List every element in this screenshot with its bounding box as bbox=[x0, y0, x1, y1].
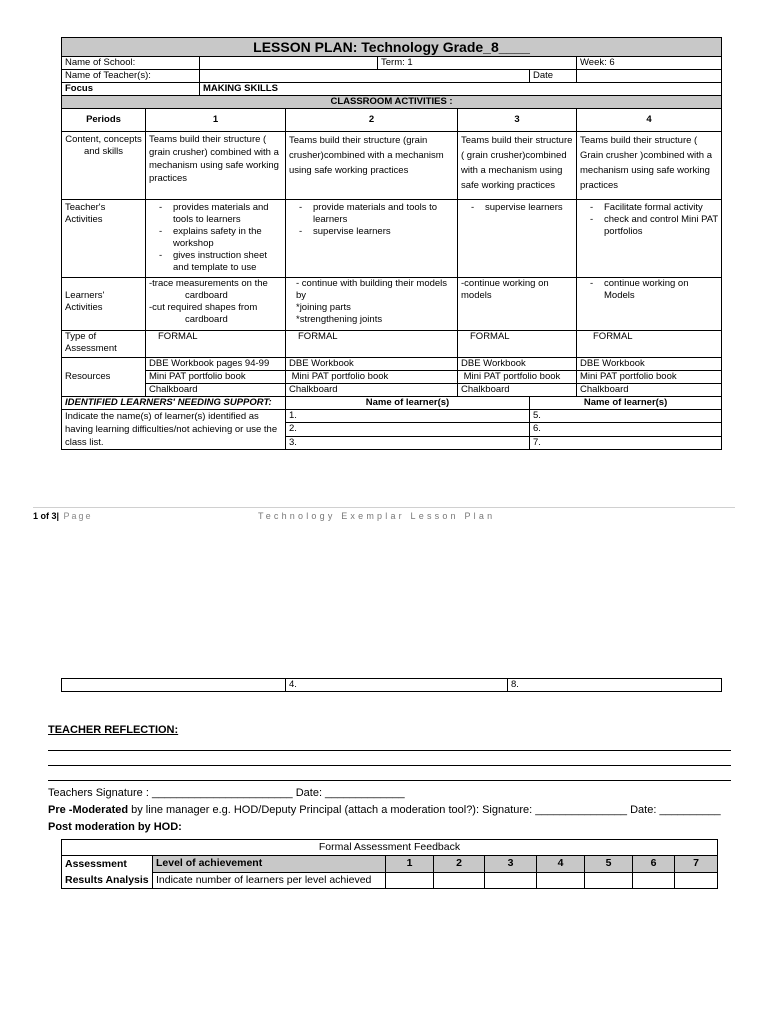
learner-field-4[interactable]: 4. bbox=[286, 679, 508, 692]
resource-workbook-3: DBE Workbook bbox=[458, 358, 577, 371]
level-7: 7 bbox=[675, 856, 718, 873]
list-item: - Facilitate formal activity bbox=[604, 202, 718, 214]
learner-activities-period-3 bbox=[458, 278, 577, 331]
list-item: *strengthening joints bbox=[296, 314, 383, 325]
formal-assessment-feedback-table bbox=[61, 839, 718, 889]
support-label: IDENTIFIED LEARNERS' NEEDING SUPPORT: bbox=[62, 397, 286, 410]
level-instruction: Indicate number of learners per level achieved bbox=[153, 872, 386, 889]
list-item: - check and control Mini PAT portfolios bbox=[604, 214, 718, 238]
learner-name-header-left: Name of learner(s) bbox=[286, 397, 530, 410]
post-moderation-label: Post moderation by HOD: bbox=[48, 821, 182, 833]
teacher-signature-line[interactable]: Teachers Signature : _______________________ Date: _____________ bbox=[48, 787, 405, 799]
lesson-plan-title: LESSON PLAN: Technology Grade_8____ bbox=[62, 38, 722, 57]
learner-field-2[interactable]: 2. bbox=[286, 423, 530, 436]
support-instruction: Indicate the name(s) of learner(s) identified as having learning difficulties/not achieving or use the class list. bbox=[62, 410, 286, 450]
list-item: - supervise learners bbox=[313, 226, 454, 238]
reflection-line[interactable] bbox=[48, 765, 731, 766]
level-2-count-field[interactable] bbox=[434, 872, 485, 889]
resource-workbook-2: DBE Workbook bbox=[286, 358, 458, 371]
assessment-type-period-3: FORMAL bbox=[458, 331, 577, 358]
level-3-count-field[interactable] bbox=[485, 872, 537, 889]
page-count: 1 of 3| bbox=[33, 511, 60, 521]
level-of-achievement-label: Level of achievement bbox=[153, 856, 386, 873]
week-label: Week: 6 bbox=[577, 57, 722, 70]
learner-field-6[interactable]: 6. bbox=[530, 423, 722, 436]
resource-board-4: Chalkboard bbox=[577, 384, 722, 397]
learner-activities-period-2 bbox=[286, 278, 458, 331]
level-5: 5 bbox=[585, 856, 633, 873]
resource-portfolio-3: Mini PAT portfolio book bbox=[458, 371, 577, 384]
list-item: - explains safety in the workshop bbox=[173, 226, 282, 250]
list-item: - provide materials and tools to learners bbox=[313, 202, 454, 226]
term-label: Term: 1 bbox=[378, 57, 577, 70]
teacher-field[interactable] bbox=[200, 70, 530, 83]
pre-moderated-label: Pre -Moderated bbox=[48, 804, 129, 816]
teacher-activities-period-2 bbox=[286, 200, 458, 278]
results-analysis-label: Results Analysis bbox=[65, 874, 149, 886]
level-1: 1 bbox=[386, 856, 434, 873]
continuation-instruction-cell bbox=[62, 679, 286, 692]
resource-board-1: Chalkboard bbox=[146, 384, 286, 397]
learner-field-3[interactable]: 3. bbox=[286, 436, 530, 449]
teacher-activities-period-3 bbox=[458, 200, 577, 278]
resource-portfolio-2: Mini PAT portfolio book bbox=[286, 371, 458, 384]
list-item: - supervise learners bbox=[485, 202, 573, 214]
pre-moderated-text: by line manager e.g. HOD/Deputy Principal (attach a moderation tool?): Signature: _______________ Date: __________ bbox=[128, 804, 721, 816]
resource-portfolio-4: Mini PAT portfolio book bbox=[577, 371, 722, 384]
learner-continuation-table bbox=[61, 678, 722, 692]
list-item: - continue with building their models by bbox=[296, 278, 448, 301]
resource-board-3: Chalkboard bbox=[458, 384, 577, 397]
focus-label: Focus bbox=[62, 83, 200, 96]
resources-label: Resources bbox=[62, 358, 146, 397]
period-4: 4 bbox=[577, 109, 722, 132]
level-3: 3 bbox=[485, 856, 537, 873]
content-period-2: Teams build their structure (grain crusher)combined with a mechanism using safe working practices bbox=[286, 132, 458, 200]
content-label: Content, concepts and skills bbox=[62, 132, 146, 200]
level-6-count-field[interactable] bbox=[633, 872, 675, 889]
level-4-count-field[interactable] bbox=[537, 872, 585, 889]
resource-workbook-1: DBE Workbook pages 94-99 bbox=[146, 358, 286, 371]
list-item: cardboard bbox=[185, 314, 228, 325]
school-label: Name of School: bbox=[62, 57, 200, 70]
list-item: - provides materials and tools to learners bbox=[173, 202, 282, 226]
reflection-line[interactable] bbox=[48, 780, 731, 781]
resource-workbook-4: DBE Workbook bbox=[577, 358, 722, 371]
resource-board-2: Chalkboard bbox=[286, 384, 458, 397]
learner-activities-period-4 bbox=[577, 278, 722, 331]
periods-label: Periods bbox=[62, 109, 146, 132]
reflection-line[interactable] bbox=[48, 750, 731, 751]
list-item: -continue working on models bbox=[461, 278, 549, 301]
period-2: 2 bbox=[286, 109, 458, 132]
footer-doc-title: Technology Exemplar Lesson Plan bbox=[258, 511, 496, 521]
level-6: 6 bbox=[633, 856, 675, 873]
date-label: Date bbox=[530, 70, 577, 83]
level-7-count-field[interactable] bbox=[675, 872, 718, 889]
learner-field-5[interactable]: 5. bbox=[530, 410, 722, 423]
content-period-3: Teams build their structure ( grain crusher)combined with a mechanism using safe working practices bbox=[458, 132, 577, 200]
level-1-count-field[interactable] bbox=[386, 872, 434, 889]
list-item: - continue working on Models bbox=[604, 278, 718, 302]
teacher-label: Name of Teacher(s): bbox=[62, 70, 200, 83]
list-item: *joining parts bbox=[296, 302, 351, 313]
list-item: - gives instruction sheet and template to use bbox=[173, 250, 282, 274]
teacher-activities-period-1 bbox=[146, 200, 286, 278]
assessment-label: Assessment bbox=[65, 858, 127, 870]
assessment-type-label: Type of Assessment bbox=[62, 331, 146, 358]
lesson-plan-table bbox=[61, 37, 722, 450]
page-number bbox=[33, 511, 93, 521]
list-item: -cut required shapes from bbox=[149, 302, 258, 313]
content-period-1: Teams build their structure ( grain crusher) combined with a mechanism using safe working practices bbox=[146, 132, 286, 200]
pre-moderation-line[interactable] bbox=[48, 804, 721, 816]
teacher-activities-period-4 bbox=[577, 200, 722, 278]
learner-field-1[interactable]: 1. bbox=[286, 410, 530, 423]
list-item: cardboard bbox=[185, 290, 228, 301]
feedback-title: Formal Assessment Feedback bbox=[62, 840, 718, 856]
learner-activities-label: Learners' Activities bbox=[62, 278, 146, 331]
assessment-type-period-4: FORMAL bbox=[577, 331, 722, 358]
list-item: -trace measurements on the bbox=[149, 278, 268, 289]
teacher-reflection-heading: TEACHER REFLECTION: bbox=[48, 724, 179, 736]
assessment-results-label bbox=[62, 856, 153, 889]
assessment-type-period-1: FORMAL bbox=[146, 331, 286, 358]
assessment-type-period-2: FORMAL bbox=[286, 331, 458, 358]
period-1: 1 bbox=[146, 109, 286, 132]
learner-name-header-right: Name of learner(s) bbox=[530, 397, 722, 410]
content-period-4: Teams build their structure ( Grain crusher )combined with a mechanism using safe working practices bbox=[577, 132, 722, 200]
level-5-count-field[interactable] bbox=[585, 872, 633, 889]
page-word: Page bbox=[59, 511, 93, 521]
classroom-activities-heading: CLASSROOM ACTIVITIES : bbox=[62, 96, 722, 109]
learner-field-7[interactable]: 7. bbox=[530, 436, 722, 449]
footer-divider bbox=[33, 507, 735, 508]
level-4: 4 bbox=[537, 856, 585, 873]
period-3: 3 bbox=[458, 109, 577, 132]
teacher-activities-label: Teacher's Activities bbox=[62, 200, 146, 278]
learner-field-8[interactable]: 8. bbox=[508, 679, 722, 692]
date-field[interactable] bbox=[577, 70, 722, 83]
school-field[interactable] bbox=[200, 57, 378, 70]
focus-value: MAKING SKILLS bbox=[200, 83, 722, 96]
learner-activities-period-1 bbox=[146, 278, 286, 331]
resource-portfolio-1: Mini PAT portfolio book bbox=[146, 371, 286, 384]
level-2: 2 bbox=[434, 856, 485, 873]
